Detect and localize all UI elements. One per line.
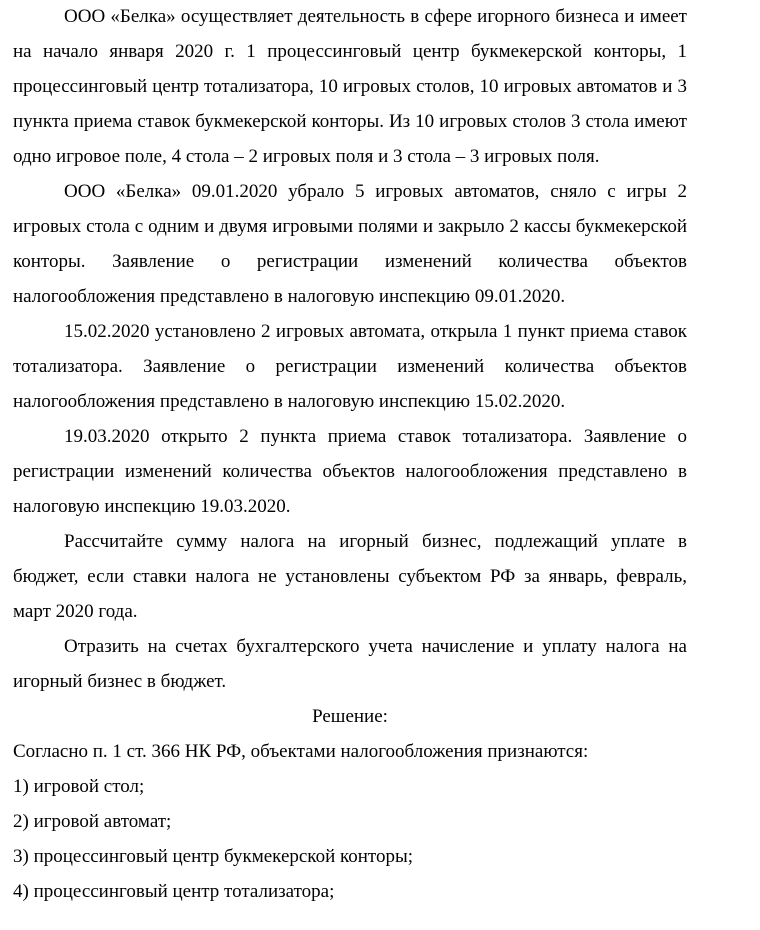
- list-item: 4) процессинговый центр тотализатора;: [13, 881, 335, 902]
- paragraph-company-assets: ООО «Белка» осуществляет деятельность в сфере игорного бизнеса и имеет на начало января 2020 г. 1 процессинговый центр букмекерской конторы, 1 процессинговый центр тотализатора, 10 игровых столов, 10 игровых автоматов и 3 пункта приема ставок букмекерской конторы. Из 10 игровых столов 3 стола имеют одно игровое поле, 4 стола – 2 игровых поля и 3 стола – 3 игровых поля.: [13, 6, 687, 167]
- list-item: 2) игровой автомат;: [13, 811, 172, 832]
- paragraph-march-changes: 19.03.2020 открыто 2 пункта приема ставок тотализатора. Заявление о регистрации изменений количества объектов налогообложения представлено в налоговую инспекцию 19.03.2020.: [13, 426, 687, 517]
- paragraph-task-accounting: Отразить на счетах бухгалтерского учета начисление и уплату налога на игорный бизнес в бюджет.: [13, 636, 687, 692]
- paragraph-task-calculate: Рассчитайте сумму налога на игорный бизнес, подлежащий уплате в бюджет, если ставки налога не установлены субъектом РФ за январь, февраль, март 2020 года.: [13, 531, 687, 622]
- paragraph-february-changes: 15.02.2020 установлено 2 игровых автомата, открыла 1 пункт приема ставок тотализатора. Заявление о регистрации изменений количества объектов налогообложения представлено в налоговую инспекцию 15.02.2020.: [13, 321, 687, 412]
- solution-heading: Решение:: [312, 706, 388, 727]
- list-item: 3) процессинговый центр букмекерской конторы;: [13, 846, 414, 867]
- document-page: [13, 0, 687, 909]
- solution-intro: Согласно п. 1 ст. 366 НК РФ, объектами налогообложения признаются:: [13, 741, 589, 762]
- list-item: 1) игровой стол;: [13, 776, 145, 797]
- paragraph-january-changes: ООО «Белка» 09.01.2020 убрало 5 игровых автоматов, сняло с игры 2 игровых стола с одним и двумя игровыми полями и закрыло 2 кассы букмекерской конторы. Заявление о регистрации изменений количества объектов налогообложения представлено в налоговую инспекцию 09.01.2020.: [13, 181, 687, 307]
